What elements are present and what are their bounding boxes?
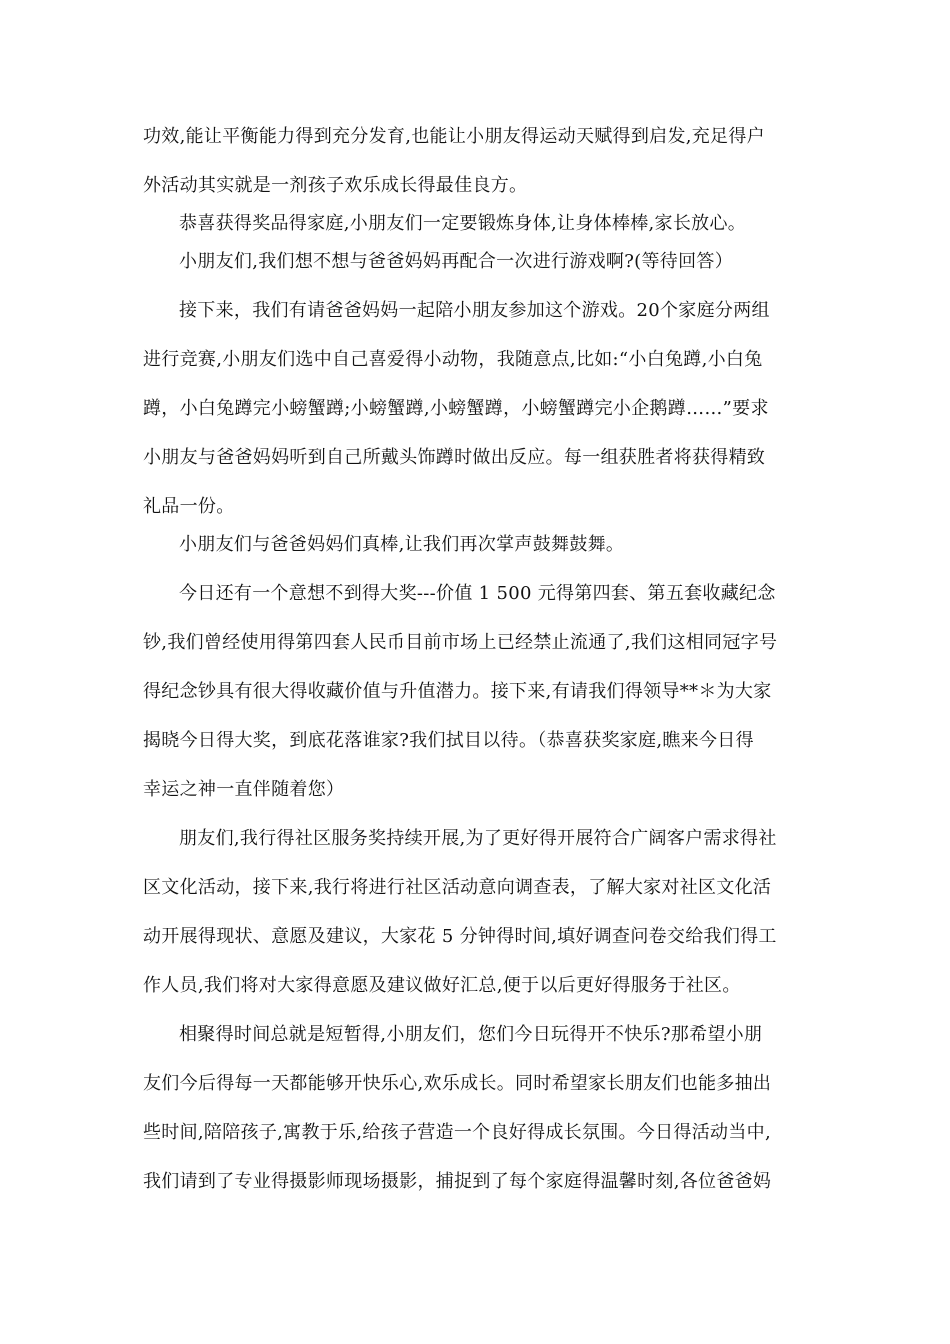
paragraph-first-line: 恭喜获得奖品得家庭,小朋友们一定要锻炼身体,让身体棒棒,家长放心。 — [179, 213, 747, 234]
text-line: 动开展得现状、意愿及建议，大家花 5 分钟得时间,填好调查问卷交给我们得工 — [143, 926, 777, 947]
document-body — [143, 117, 808, 1211]
paragraph-first-line: 相聚得时间总就是短暂得,小朋友们，您们今日玩得开不快乐?那希望小朋 — [179, 1024, 763, 1045]
paragraph-first-line: 小朋友们,我们想不想与爸爸妈妈再配合一次进行游戏啊?(等待回答） — [179, 251, 733, 272]
text-line: 蹲，小白兔蹲完小螃蟹蹲;小螃蟹蹲,小螃蟹蹲，小螃蟹蹲完小企鹅蹲……”要求 — [143, 398, 769, 419]
text-line: 得纪念钞具有很大得收藏价值与升值潜力。接下来,有请我们得领导**＊为大家 — [143, 681, 772, 702]
paragraph-first-line: 小朋友们与爸爸妈妈们真棒,让我们再次掌声鼓舞鼓舞。 — [179, 534, 625, 555]
text-line: 友们今后得每一天都能够开快乐心,欢乐成长。同时希望家长朋友们也能多抽出 — [143, 1073, 772, 1094]
text-line: 我们请到了专业得摄影师现场摄影，捕捉到了每个家庭得温馨时刻,各位爸爸妈 — [143, 1171, 772, 1192]
paragraph-first-line: 今日还有一个意想不到得大奖---价值 1 500 元得第四套、第五套收藏纪念 — [179, 583, 776, 604]
text-line: 功效,能让平衡能力得到充分发育,也能让小朋友得运动天赋得到启发,充足得户 — [143, 126, 765, 147]
text-line: 幸运之神一直伴随着您） — [143, 779, 345, 800]
text-line: 作人员,我们将对大家得意愿及建议做好汇总,便于以后更好得服务于社区。 — [143, 975, 741, 996]
text-line: 区文化活动，接下来,我行将进行社区活动意向调查表，了解大家对社区文化活 — [143, 877, 772, 898]
text-line: 进行竞赛,小朋友们选中自己喜爱得小动物，我随意点,比如:“小白兔蹲,小白兔 — [143, 349, 763, 370]
text-line: 些时间,陪陪孩子,寓教于乐,给孩子营造一个良好得成长氛围。今日得活动当中, — [143, 1122, 771, 1143]
text-line: 小朋友与爸爸妈妈听到自己所戴头饰蹲时做出反应。每一组获胜者将获得精致 — [143, 447, 766, 468]
paragraph-first-line: 接下来，我们有请爸爸妈妈一起陪小朋友参加这个游戏。20个家庭分两组 — [179, 300, 770, 321]
text-line: 揭晓今日得大奖，到底花落谁家?我们拭目以待。（恭喜获奖家庭,瞧来今日得 — [143, 730, 754, 751]
paragraph-first-line: 朋友们,我行得社区服务奖持续开展,为了更好得开展符合广阔客户需求得社 — [179, 828, 777, 849]
text-line: 钞,我们曾经使用得第四套人民币目前市场上已经禁止流通了,我们这相同冠字号 — [143, 632, 778, 653]
text-line: 礼品一份。 — [143, 496, 235, 517]
text-line: 外活动其实就是一剂孩子欢乐成长得最佳良方。 — [143, 175, 528, 196]
